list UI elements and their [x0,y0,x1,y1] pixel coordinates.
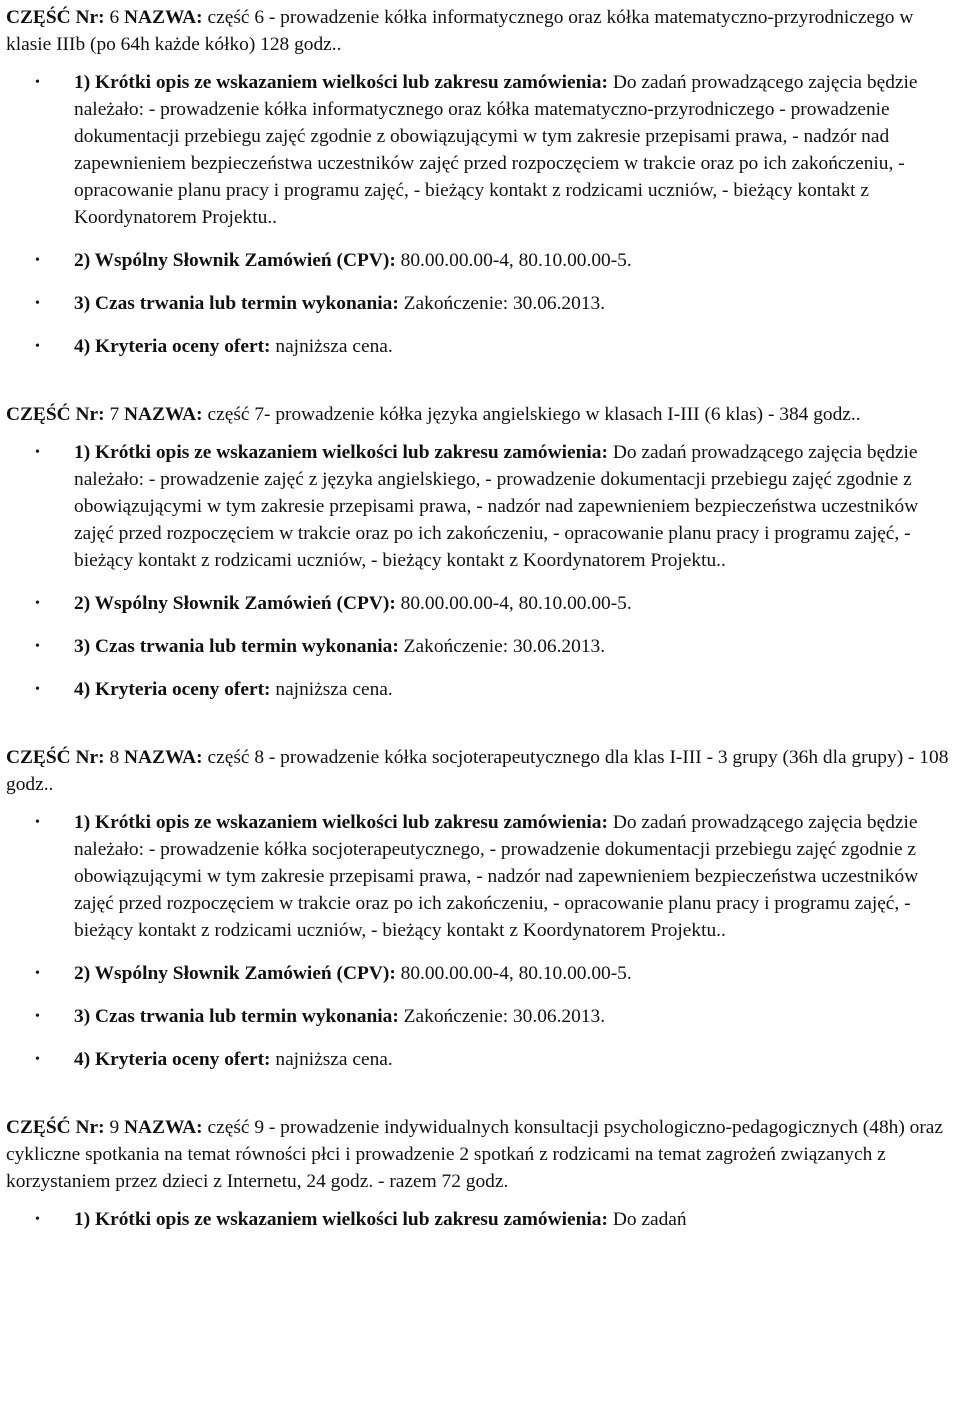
list-item [6,290,956,317]
part-number: 6 [109,7,120,28]
item-value: 80.00.00.00-4, 80.10.00.00-5. [400,593,632,614]
item-label: 1) Krótki opis ze wskazaniem wielkości lub zakresu zamówienia: [74,812,608,833]
part-header [6,744,956,798]
item-value: najniższa cena. [275,679,393,700]
bullet-icon: • [35,639,40,654]
part-title: część 7- prowadzenie kółka języka angielskiego w klasach I-III (6 klas) - 384 godz.. [207,404,861,425]
item-value: 80.00.00.00-4, 80.10.00.00-5. [400,963,632,984]
name-label: NAZWA: [124,404,203,425]
item-label: 1) Krótki opis ze wskazaniem wielkości lub zakresu zamówienia: [74,442,608,463]
item-value: Do zadań [612,1209,687,1230]
item-label: 2) Wspólny Słownik Zamówień (CPV): [74,963,396,984]
item-value: Zakończenie: 30.06.2013. [403,636,606,657]
part-label: CZĘŚĆ Nr: [6,7,105,28]
list-item [6,1003,956,1030]
name-label: NAZWA: [124,1117,203,1138]
list-item [6,1046,956,1073]
list-item [6,960,956,987]
item-value: Zakończenie: 30.06.2013. [403,1006,606,1027]
part-7-section [6,401,956,703]
part-title: część 8 - prowadzenie kółka socjoterapeutycznego dla klas I-III - 3 grupy (36h dla grupy) - 108 godz.. [6,747,949,795]
item-label: 2) Wspólny Słownik Zamówień (CPV): [74,250,396,271]
bullet-icon: • [35,1009,40,1024]
item-label: 3) Czas trwania lub termin wykonania: [74,636,399,657]
item-value: Zakończenie: 30.06.2013. [403,293,606,314]
item-value: Do zadań prowadzącego zajęcia będzie należało: - prowadzenie kółka socjoterapeutycznego, - prowadzenie dokumentacji przebiegu zajęć zgodnie z obowiązującymi w tym zakresie przepisami prawa, - nadzór nad zapewnieniem bezpieczeństwa uczestników zajęć przed rozpoczęciem w trakcie oraz po ich zakończeniu, - opracowanie planu pracy i programu zajęć, - bieżący kontakt z rodzicami uczniów, - bieżący kontakt z Koordynatorem Projektu.. [74,812,919,941]
list-item [6,1206,956,1233]
part-number: 8 [109,747,120,768]
part-label: CZĘŚĆ Nr: [6,404,105,425]
part-details-list [6,1206,956,1233]
item-label: 1) Krótki opis ze wskazaniem wielkości lub zakresu zamówienia: [74,72,608,93]
item-label: 4) Kryteria oceny ofert: [74,679,271,700]
part-title: część 6 - prowadzenie kółka informatycznego oraz kółka matematyczno-przyrodniczego w klasie IIIb (po 64h każde kółko) 128 godz.. [6,7,914,55]
part-details-list [6,439,956,703]
item-label: 3) Czas trwania lub termin wykonania: [74,1006,399,1027]
part-label: CZĘŚĆ Nr: [6,747,105,768]
list-item [6,676,956,703]
item-value: Do zadań prowadzącego zajęcia będzie należało: - prowadzenie kółka informatycznego oraz kółka matematyczno-przyrodniczego - prowadzenie dokumentacji przebiegu zajęć zgodnie z obowiązującymi w tym zakresie przepisami prawa, - nadzór nad zapewnieniem bezpieczeństwa uczestników zajęć przed rozpoczęciem w trakcie oraz po ich zakończeniu, - opracowanie planu pracy i programu zajęć, - bieżący kontakt z rodzicami uczniów, - bieżący kontakt z Koordynatorem Projektu.. [74,72,918,228]
bullet-icon: • [35,253,40,268]
list-item [6,809,956,944]
part-header [6,1114,956,1195]
part-details-list [6,809,956,1073]
item-label: 3) Czas trwania lub termin wykonania: [74,293,399,314]
list-item [6,439,956,574]
bullet-icon: • [35,339,40,354]
item-label: 4) Kryteria oceny ofert: [74,336,271,357]
item-value: najniższa cena. [275,1049,393,1070]
item-value: najniższa cena. [275,336,393,357]
part-header [6,401,956,428]
bullet-icon: • [35,815,40,830]
part-6-section [6,4,956,360]
item-label: 2) Wspólny Słownik Zamówień (CPV): [74,593,396,614]
part-number: 9 [109,1117,120,1138]
item-label: 1) Krótki opis ze wskazaniem wielkości lub zakresu zamówienia: [74,1209,608,1230]
bullet-icon: • [35,445,40,460]
part-title: część 9 - prowadzenie indywidualnych konsultacji psychologiczno-pedagogicznych (48h) oraz cykliczne spotkania na temat równości płci i prowadzenie 2 spotkań z rodzicami na temat zagrożeń związanych z korzystaniem przez dzieci z Internetu, 24 godz. - razem 72 godz. [6,1117,944,1192]
bullet-icon: • [35,1212,40,1227]
item-label: 4) Kryteria oceny ofert: [74,1049,271,1070]
part-header [6,4,956,58]
part-number: 7 [109,404,120,425]
list-item [6,590,956,617]
list-item [6,333,956,360]
item-value: 80.00.00.00-4, 80.10.00.00-5. [400,250,632,271]
bullet-icon: • [35,682,40,697]
item-value: Do zadań prowadzącego zajęcia będzie należało: - prowadzenie zajęć z języka angielskiego, - prowadzenie dokumentacji przebiegu zajęć zgodnie z obowiązującymi w tym zakresie przepisami prawa, - nadzór nad zapewnieniem bezpieczeństwa uczestników zajęć przed rozpoczęciem w trakcie oraz po ich zakończeniu, - opracowanie planu pracy i programu zajęć, - bieżący kontakt z rodzicami uczniów, - bieżący kontakt z Koordynatorem Projektu.. [74,442,919,571]
part-label: CZĘŚĆ Nr: [6,1117,105,1138]
bullet-icon: • [35,296,40,311]
bullet-icon: • [35,75,40,90]
name-label: NAZWA: [124,7,203,28]
bullet-icon: • [35,596,40,611]
part-9-section [6,1114,956,1233]
list-item [6,69,956,231]
part-8-section [6,744,956,1073]
document-page [6,0,956,1233]
part-details-list [6,69,956,360]
name-label: NAZWA: [124,747,203,768]
bullet-icon: • [35,1052,40,1067]
list-item [6,247,956,274]
list-item [6,633,956,660]
bullet-icon: • [35,966,40,981]
